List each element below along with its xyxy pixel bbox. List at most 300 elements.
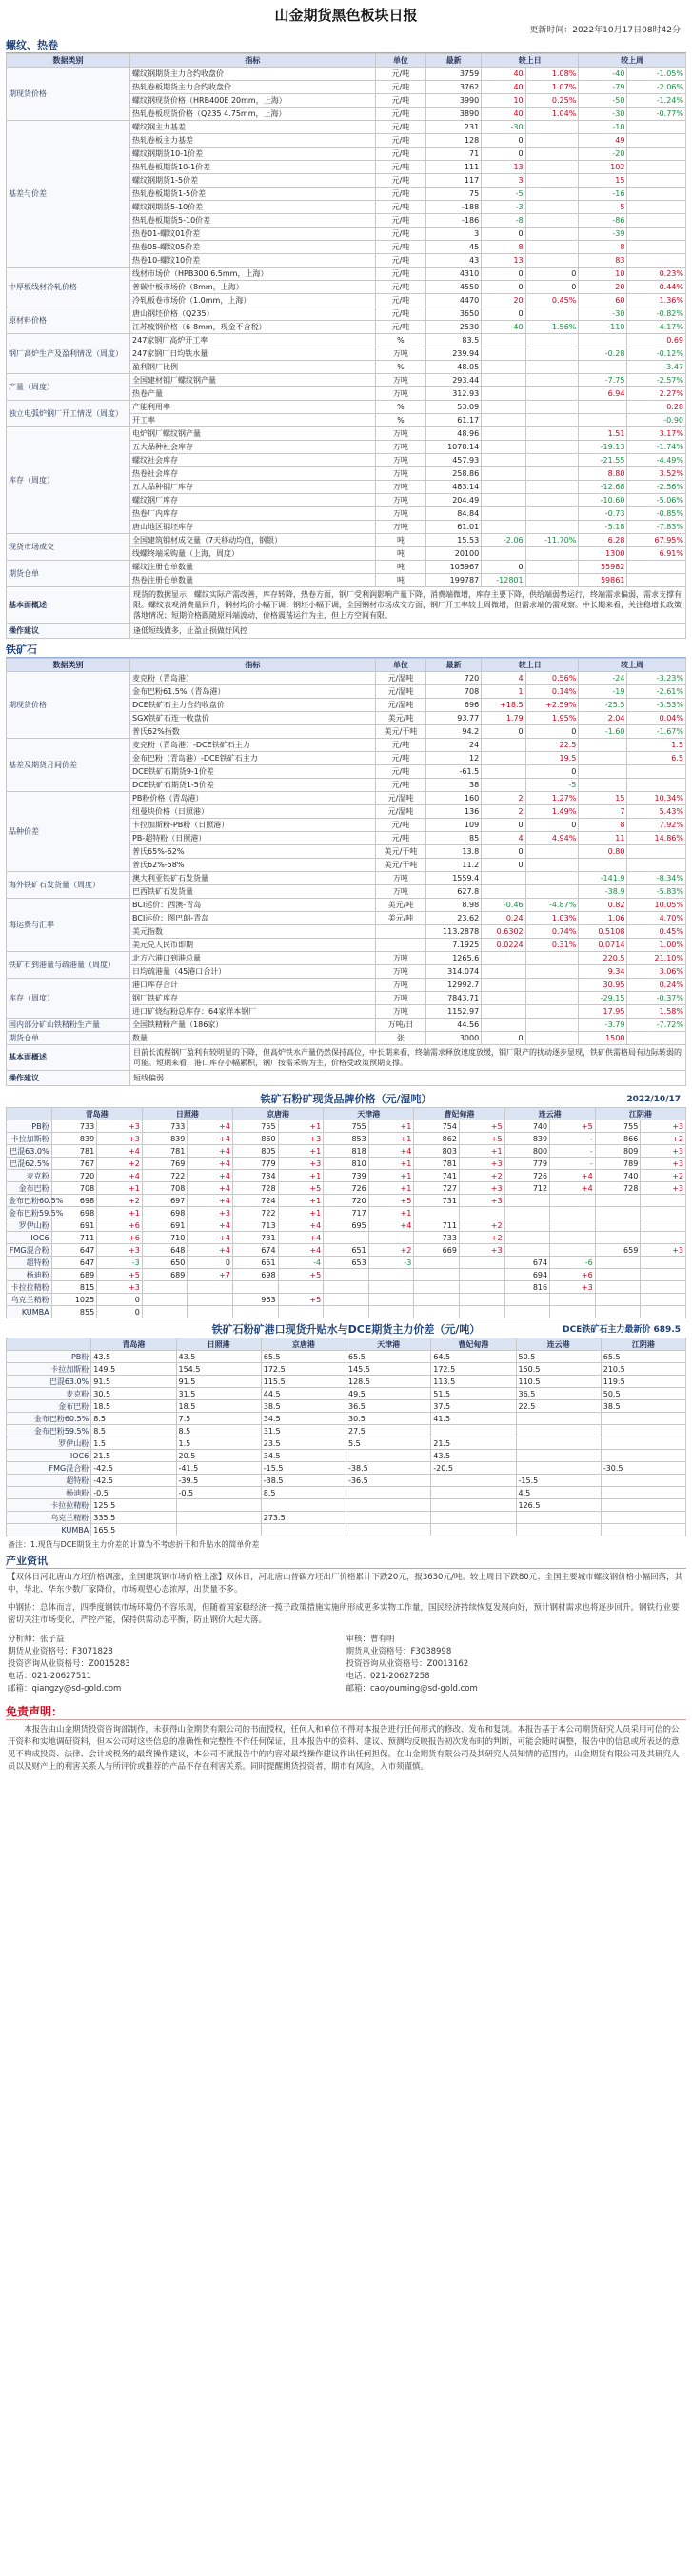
brand-change-cell: +1 — [368, 1170, 414, 1182]
brand-change-cell: +1 — [278, 1207, 324, 1219]
brand-price-cell: 839 — [504, 1133, 550, 1145]
brand-change-cell: +3 — [97, 1281, 143, 1294]
unit-cell: % — [375, 361, 425, 374]
change-cell: 3 — [482, 174, 525, 188]
change-cell: -1.05% — [627, 68, 686, 81]
spread-name-cell: 超特粉 — [7, 1475, 91, 1487]
value-cell: 111 — [426, 161, 482, 174]
spread-name-cell: IOC6 — [7, 1450, 91, 1462]
value-cell: 11.2 — [426, 859, 482, 872]
change-cell — [525, 414, 579, 427]
change-cell: 20 — [482, 294, 525, 307]
change-cell: 10.34% — [627, 792, 686, 805]
brand-price-cell — [142, 1281, 188, 1294]
change-cell: 0 — [482, 1032, 525, 1045]
category-cell: 海外铁矿石发货量（周度） — [7, 872, 130, 899]
dce-latest-value: 689.5 — [653, 1325, 681, 1335]
value-cell: 8.98 — [426, 899, 482, 912]
change-cell — [525, 992, 579, 1005]
brand-price-cell: 800 — [504, 1145, 550, 1158]
change-cell: 0.24 — [482, 912, 525, 925]
brand-row — [7, 1306, 686, 1318]
change-cell — [525, 561, 579, 574]
change-cell — [525, 467, 579, 481]
brand-change-cell — [641, 1281, 686, 1294]
brand-price-cell: 726 — [504, 1170, 550, 1182]
change-cell — [525, 307, 579, 321]
indicator-cell: 盈利钢厂比例 — [130, 361, 376, 374]
brand-change-cell: +3 — [459, 1182, 504, 1195]
brand-change-cell: +1 — [368, 1158, 414, 1170]
analyst-line: 邮箱：qiangzy@sd-gold.com — [8, 1684, 122, 1694]
change-cell — [482, 1019, 525, 1032]
analysis-row-label: 基本面概述 — [7, 1045, 130, 1071]
value-cell: 43 — [426, 254, 482, 268]
spread-value-cell: 145.5 — [346, 1363, 431, 1376]
change-cell — [482, 427, 525, 441]
advice-row-label: 操作建议 — [7, 1071, 130, 1086]
brand-price-cell: 728 — [232, 1182, 278, 1195]
indicator-cell: 纽曼块价格（日照港） — [130, 805, 376, 819]
brand-row — [7, 1244, 686, 1257]
change-cell: 4 — [482, 832, 525, 845]
indicator-cell: 金布巴粉61.5%（青岛港） — [130, 685, 376, 699]
brand-price-cell: 695 — [324, 1219, 369, 1232]
indicator-cell: 普氏62%-58% — [130, 859, 376, 872]
value-cell: 20100 — [426, 547, 482, 561]
value-cell: 627.8 — [426, 885, 482, 899]
unit-cell: 万吨 — [375, 481, 425, 494]
spread-row — [7, 1351, 686, 1363]
change-cell: 0.80 — [579, 845, 627, 859]
brand-price-cell: 650 — [142, 1257, 188, 1269]
brand-change-cell — [641, 1195, 686, 1207]
category-cell: 海运费与汇率 — [7, 899, 130, 952]
change-cell — [525, 885, 579, 899]
change-cell — [525, 1032, 579, 1045]
brand-price-cell: 741 — [414, 1170, 460, 1182]
brand-price-cell — [504, 1244, 550, 1257]
brand-corner-cell — [7, 1108, 52, 1120]
brand-change-cell: +3 — [459, 1195, 504, 1207]
unit-cell: 元/湿吨 — [375, 805, 425, 819]
value-cell: 3000 — [426, 1032, 482, 1045]
brand-price-cell: 710 — [142, 1232, 188, 1244]
brand-price-cell: 839 — [51, 1133, 97, 1145]
value-cell: 23.62 — [426, 912, 482, 925]
brand-price-cell: 805 — [232, 1145, 278, 1158]
value-cell: 1265.6 — [426, 952, 482, 965]
spread-row — [7, 1376, 686, 1388]
brand-price-cell: 689 — [51, 1269, 97, 1281]
spread-value-cell: 8.5 — [91, 1425, 176, 1437]
brand-price-cell: 815 — [51, 1281, 97, 1294]
change-cell: 2 — [482, 792, 525, 805]
brand-change-cell: +4 — [278, 1232, 324, 1244]
change-cell: 0 — [482, 268, 525, 281]
change-cell: -8 — [482, 214, 525, 228]
spread-value-cell — [261, 1524, 346, 1536]
unit-cell: 万吨 — [375, 467, 425, 481]
change-cell: 10 — [579, 268, 627, 281]
unit-cell: 万吨 — [375, 872, 425, 885]
change-cell: 0 — [525, 725, 579, 739]
brand-price-cell: 711 — [51, 1232, 97, 1244]
indicator-cell: BCI运价：图巴朗-青岛 — [130, 912, 376, 925]
change-cell: 19.5 — [525, 752, 579, 765]
change-cell: 0.28 — [627, 401, 686, 414]
change-cell — [627, 561, 686, 574]
port-header: 日照港 — [142, 1108, 232, 1120]
value-cell: 117 — [426, 174, 482, 188]
change-cell: -19 — [579, 685, 627, 699]
indicator-cell: 热轧卷板期货5-10价差 — [130, 214, 376, 228]
brand-row — [7, 1207, 686, 1219]
change-cell — [627, 201, 686, 214]
change-cell: -0.73 — [579, 507, 627, 521]
brand-price-cell: 1025 — [51, 1294, 97, 1306]
unit-cell: 元/湿吨 — [375, 672, 425, 685]
brand-change-cell: +3 — [550, 1281, 596, 1294]
steel-section-title: 螺纹、热卷 — [6, 38, 686, 53]
change-cell: 0 — [482, 307, 525, 321]
brand-price-cell — [142, 1294, 188, 1306]
port-header: 曹妃甸港 — [414, 1108, 504, 1120]
brand-change-cell: +4 — [550, 1170, 596, 1182]
value-cell: 708 — [426, 685, 482, 699]
change-cell — [627, 121, 686, 134]
spread-value-cell — [346, 1487, 431, 1499]
change-cell — [525, 481, 579, 494]
spread-value-cell — [346, 1524, 431, 1536]
spread-value-cell: 43.5 — [431, 1450, 516, 1462]
spread-name-cell: 金布巴粉 — [7, 1400, 91, 1413]
brand-row — [7, 1158, 686, 1170]
brand-change-cell — [459, 1281, 504, 1294]
brand-price-cell: 717 — [324, 1207, 369, 1219]
spread-value-cell: -39.5 — [176, 1475, 261, 1487]
value-cell: 1559.4 — [426, 872, 482, 885]
change-cell: -3.79 — [579, 1019, 627, 1032]
category-cell: 铁矿石到港量与疏港量（周度） — [7, 952, 130, 979]
table-row — [7, 1019, 686, 1032]
change-cell: 1.04% — [525, 108, 579, 121]
spread-header-row — [7, 1338, 686, 1351]
brand-price-cell — [595, 1257, 641, 1269]
change-cell: -12.68 — [579, 481, 627, 494]
table-row — [7, 739, 686, 752]
change-cell: 1.49% — [525, 805, 579, 819]
brand-price-cell: 755 — [232, 1120, 278, 1133]
brand-price-cell: 810 — [324, 1158, 369, 1170]
change-cell — [482, 965, 525, 979]
brand-change-cell: - — [550, 1145, 596, 1158]
change-cell — [579, 739, 627, 752]
brand-change-cell — [368, 1232, 414, 1244]
unit-cell: 美元/干吨 — [375, 845, 425, 859]
analyst-line: 期货从业资格号：F3038998 — [346, 1647, 452, 1656]
change-cell: -2.61% — [627, 685, 686, 699]
brand-change-cell: +5 — [278, 1182, 324, 1195]
brand-change-cell — [188, 1306, 233, 1318]
change-cell — [627, 254, 686, 268]
change-cell: -7.75 — [579, 374, 627, 387]
change-cell — [482, 481, 525, 494]
change-cell: -5.18 — [579, 521, 627, 534]
change-cell — [482, 952, 525, 965]
change-cell: 0.25% — [525, 94, 579, 108]
change-cell: 0 — [525, 765, 579, 779]
spread-value-cell: 31.5 — [261, 1425, 346, 1437]
change-cell: 7.92% — [627, 819, 686, 832]
change-cell: -7.72% — [627, 1019, 686, 1032]
value-cell: 3650 — [426, 307, 482, 321]
spread-value-cell: 65.5 — [346, 1351, 431, 1363]
change-cell: -3 — [482, 201, 525, 214]
brand-change-cell: +2 — [97, 1158, 143, 1170]
brand-change-cell — [368, 1281, 414, 1294]
change-cell — [482, 494, 525, 507]
spread-value-cell: 125.5 — [91, 1499, 176, 1512]
indicator-cell: 螺纹社会库存 — [130, 454, 376, 467]
brand-change-cell: +4 — [188, 1158, 233, 1170]
brand-price-cell — [595, 1232, 641, 1244]
brand-change-cell: +3 — [459, 1244, 504, 1257]
spread-value-cell — [516, 1413, 601, 1425]
change-cell — [525, 121, 579, 134]
brand-change-cell — [278, 1306, 324, 1318]
change-cell: 0.04% — [627, 712, 686, 725]
brand-price-cell: 860 — [232, 1133, 278, 1145]
brand-price-cell — [504, 1195, 550, 1207]
industry-news-2: 中钢协：总体而言，四季度钢铁市场环境仍不容乐观，但随着国家稳经济一揽子政策措施实施所形成更多实物工作量，国民经济持续恢复发展向好，预计钢材需求也将逐步回升。钢铁行业要密切关注市场变化，严控产能，保持供需动态平衡，防止钢价大起大落。 — [8, 1603, 680, 1625]
brand-price-cell: 818 — [324, 1145, 369, 1158]
brand-change-cell: +4 — [278, 1244, 324, 1257]
change-cell: -2.06 — [482, 534, 525, 547]
spread-value-cell — [516, 1450, 601, 1462]
change-cell: 0 — [525, 281, 579, 294]
spread-value-cell — [346, 1499, 431, 1512]
spread-name-cell: 金布巴粉60.5% — [7, 1413, 91, 1425]
change-cell — [482, 992, 525, 1005]
brand-price-cell: 739 — [324, 1170, 369, 1182]
change-cell: -4.87% — [525, 899, 579, 912]
industry-news-1: 【双休日河北唐山方坯价格调涨，全国建筑钢市场价格上涨】双休日，河北唐山普碳方坯出厂价格累计下跌20元，报3630元/吨。较上周日下跌80元；全国主要城市螺纹钢价格小幅回落，其中，华北、华东少数厂家降价，市场观望心态浓厚，出货量不多。 — [8, 1573, 683, 1595]
category-cell: 现货市场成交 — [7, 534, 130, 561]
spread-value-cell: 165.5 — [91, 1524, 176, 1536]
spread-value-cell — [601, 1487, 685, 1499]
change-cell: 3.06% — [627, 965, 686, 979]
change-cell — [525, 1005, 579, 1019]
indicator-cell: 麦克粉（青岛港） — [130, 672, 376, 685]
brand-change-cell — [550, 1294, 596, 1306]
spread-value-cell: 21.5 — [431, 1437, 516, 1450]
unit-cell — [375, 939, 425, 952]
brand-row — [7, 1182, 686, 1195]
change-cell: -2.56% — [627, 481, 686, 494]
change-cell — [482, 441, 525, 454]
spread-value-cell: 5.5 — [346, 1437, 431, 1450]
change-cell: -4.49% — [627, 454, 686, 467]
brand-price-cell — [324, 1281, 369, 1294]
brand-change-cell — [278, 1281, 324, 1294]
change-cell: 0 — [482, 281, 525, 294]
brand-change-cell: +1 — [278, 1170, 324, 1182]
port-header: 京唐港 — [232, 1108, 323, 1120]
table-row — [7, 952, 686, 965]
change-cell: -0.37% — [627, 992, 686, 1005]
brand-name-cell: 巴混63.0% — [7, 1145, 52, 1158]
indicator-cell: 热卷注册仓单数量 — [130, 574, 376, 587]
change-cell — [579, 765, 627, 779]
brand-change-cell: +1 — [97, 1207, 143, 1219]
spread-value-cell: 4.5 — [516, 1487, 601, 1499]
brand-change-cell — [188, 1281, 233, 1294]
change-cell: -4.17% — [627, 321, 686, 334]
spread-title — [6, 1322, 686, 1338]
indicator-cell: 日均疏港量（45港口合计） — [130, 965, 376, 979]
spread-value-cell: 210.5 — [601, 1363, 685, 1376]
change-cell — [627, 765, 686, 779]
brand-price-cell: 767 — [51, 1158, 97, 1170]
change-cell — [525, 507, 579, 521]
brand-price-cell: 781 — [51, 1145, 97, 1158]
brand-price-date: 2022/10/17 — [626, 1095, 681, 1104]
advice-row — [7, 1071, 686, 1086]
change-cell — [627, 214, 686, 228]
unit-cell: 元/吨 — [375, 214, 425, 228]
unit-cell: 元/吨 — [375, 321, 425, 334]
update-time: 更新时间：2022年10月17日08时42分 — [529, 26, 681, 35]
spread-row — [7, 1499, 686, 1512]
analysis-row-text: 目前长流程钢厂盈利有较明显的下降，但高炉铁水产量仍然保持高位，中长期来看，终端需求释放速度放缓，钢厂限产的扰动逐步显现，铁矿供需格局有边际转弱的可能。短期来看，港口库存小幅累积，钢厂按需采购为主，价格受政策预期支撑。 — [130, 1045, 686, 1071]
brand-change-cell: +4 — [188, 1145, 233, 1158]
dce-latest-label: DCE铁矿石主力最新价 — [563, 1325, 651, 1335]
unit-cell: 元/湿吨 — [375, 699, 425, 712]
value-cell: 314.074 — [426, 965, 482, 979]
change-cell — [525, 401, 579, 414]
indicator-cell: 线材市场价（HPB300 6.5mm，上海） — [130, 268, 376, 281]
brand-name-cell: 卡拉加斯粉 — [7, 1133, 52, 1145]
brand-change-cell: +1 — [278, 1145, 324, 1158]
iron-table — [6, 658, 686, 1086]
analysis-row-text: 现货的数据显示，螺纹实际产需改善，库存转降，热卷方面，钢厂受利润影响产量下降，消费端微增，库存主要下降，供给端弱势运行，终端需求偏弱，需求支撑有限。螺纹表观消费量回升，钢材均价小幅下调；钢坯小幅下调，全国钢材市场成交方面，钢厂开工率较上周微增，但需求端仍需观察。中长期来看，关注稳增长政策落地情况；短期价格跟随原料端波动，价格震荡运行为主，但上方空间有限。 — [130, 587, 686, 624]
spread-value-cell — [601, 1425, 685, 1437]
indicator-cell: 全国建材钢厂螺纹钢产量 — [130, 374, 376, 387]
brand-change-cell — [368, 1294, 414, 1306]
table-row — [7, 534, 686, 547]
unit-cell: 元/吨 — [375, 201, 425, 214]
category-cell: 产量（周度） — [7, 374, 130, 401]
port-header: 青岛港 — [91, 1338, 176, 1351]
change-cell — [627, 161, 686, 174]
value-cell: -186 — [426, 214, 482, 228]
indicator-cell: 澳大利亚铁矿石发货量 — [130, 872, 376, 885]
table-row — [7, 899, 686, 912]
change-cell: -8.34% — [627, 872, 686, 885]
unit-cell: 万吨 — [375, 441, 425, 454]
value-cell: 1152.97 — [426, 1005, 482, 1019]
unit-cell: 万吨 — [375, 965, 425, 979]
spread-value-cell — [431, 1425, 516, 1437]
spread-name-cell: KUMBA — [7, 1524, 91, 1536]
change-cell: 220.5 — [579, 952, 627, 965]
brand-name-cell: 卡拉拉精粉 — [7, 1281, 52, 1294]
brand-change-cell: +3 — [641, 1182, 686, 1195]
change-cell: 0.0714 — [579, 939, 627, 952]
value-cell: 483.14 — [426, 481, 482, 494]
unit-cell: 万吨 — [375, 952, 425, 965]
brand-change-cell: -3 — [97, 1257, 143, 1269]
indicator-cell: 螺纹钢期货主力合约收盘价 — [130, 68, 376, 81]
unit-cell: 元/吨 — [375, 832, 425, 845]
unit-cell: 万吨 — [375, 374, 425, 387]
change-cell: 17.95 — [579, 1005, 627, 1019]
spread-value-cell: 91.5 — [176, 1376, 261, 1388]
unit-cell: 元/吨 — [375, 174, 425, 188]
brand-change-cell: -6 — [550, 1257, 596, 1269]
change-cell: -0.82% — [627, 307, 686, 321]
spread-value-cell: -30.5 — [601, 1462, 685, 1475]
change-cell: 1.79 — [482, 712, 525, 725]
brand-change-cell: +2 — [368, 1244, 414, 1257]
change-cell — [525, 228, 579, 241]
change-cell: 3.52% — [627, 467, 686, 481]
change-cell — [525, 214, 579, 228]
spread-value-cell — [601, 1499, 685, 1512]
table-row — [7, 334, 686, 347]
brand-change-cell — [641, 1269, 686, 1281]
unit-cell: 万吨 — [375, 387, 425, 401]
brand-price-cell: 734 — [232, 1170, 278, 1182]
column-header: 单位 — [375, 659, 425, 672]
indicator-cell: 热轧卷板期货1-5价差 — [130, 188, 376, 201]
spread-value-cell: 110.5 — [516, 1376, 601, 1388]
category-cell: 独立电弧炉钢厂开工情况（周度） — [7, 401, 130, 427]
brand-change-cell: +5 — [368, 1195, 414, 1207]
brand-name-cell: 杨迪粉 — [7, 1269, 52, 1281]
indicator-cell: 热卷产量 — [130, 387, 376, 401]
brand-price-cell: 853 — [324, 1133, 369, 1145]
change-cell: -5.83% — [627, 885, 686, 899]
analyst-line: 投资咨询从业资格号：Z0015283 — [8, 1659, 130, 1669]
disclaimer-title: 免责声明： — [6, 1703, 686, 1720]
spread-value-cell: 37.5 — [431, 1400, 516, 1413]
indicator-cell: 金布巴粉（青岛港）-DCE铁矿石主力 — [130, 752, 376, 765]
indicator-cell: 热卷01-螺纹01价差 — [130, 228, 376, 241]
brand-price-cell: 669 — [414, 1244, 460, 1257]
table-row — [7, 121, 686, 134]
category-cell: 基差及期货月间价差 — [7, 739, 130, 792]
value-cell: 48.96 — [426, 427, 482, 441]
brand-price-cell: 754 — [414, 1120, 460, 1133]
value-cell: 204.49 — [426, 494, 482, 507]
value-cell: 94.2 — [426, 725, 482, 739]
value-cell: 13.8 — [426, 845, 482, 859]
analyst-line: 分析师：张子益 — [8, 1635, 65, 1644]
brand-price-cell: 866 — [595, 1133, 641, 1145]
category-cell: 钢厂高炉生产及盈利情况（周度） — [7, 334, 130, 374]
brand-price-cell — [414, 1306, 460, 1318]
change-cell — [525, 859, 579, 872]
change-cell: -30 — [579, 108, 627, 121]
spread-name-cell: 杨迪粉 — [7, 1487, 91, 1499]
change-cell: 4.70% — [627, 912, 686, 925]
brand-price-cell: 713 — [232, 1219, 278, 1232]
spread-value-cell: -41.5 — [176, 1462, 261, 1475]
change-cell: 20 — [579, 281, 627, 294]
change-cell — [482, 547, 525, 561]
